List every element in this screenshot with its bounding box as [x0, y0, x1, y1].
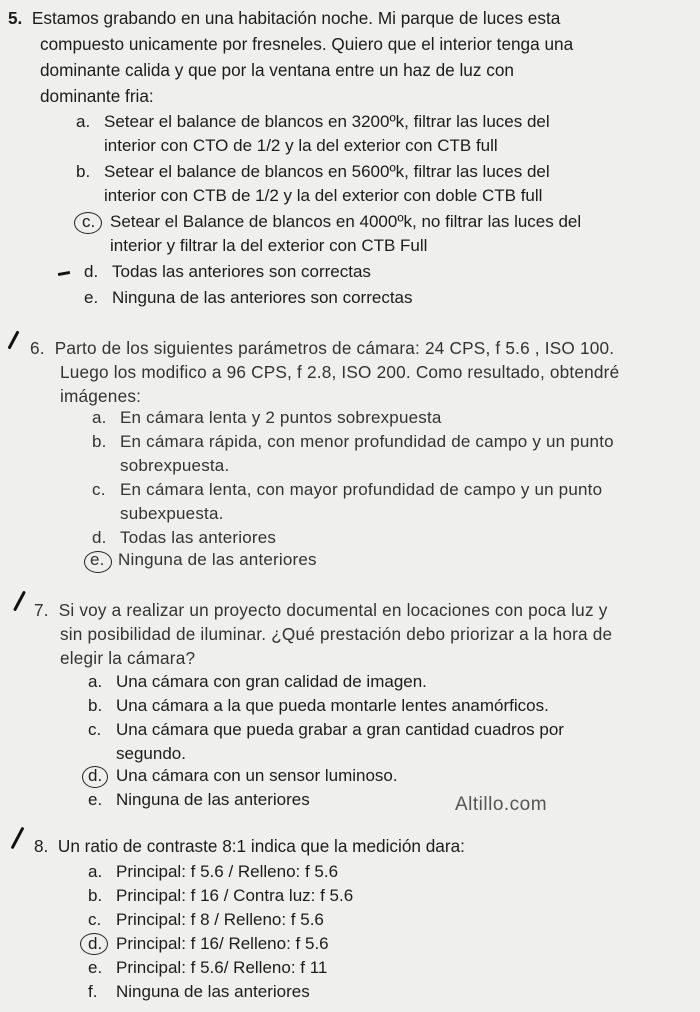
- option-b: b. En cámara rápida, con menor profundidad de campo y un punto: [92, 432, 614, 451]
- question-stem-line: sin posibilidad de iluminar. ¿Qué prestación debo priorizar a la hora de: [60, 624, 613, 644]
- pen-dash-mark: [58, 271, 70, 276]
- option-e: e. Ninguna de las anteriores: [88, 790, 310, 809]
- option-b: b. Una cámara a la que pueda montarle lentes anamórficos.: [88, 696, 549, 715]
- option-c: c. Principal: f 8 / Relleno: f 5.6: [88, 910, 324, 929]
- question-stem-line: imágenes:: [60, 386, 142, 406]
- question-stem-text: Un ratio de contraste 8:1 indica que la medición dara:: [57, 836, 465, 856]
- option-c: c. En cámara lenta, con mayor profundidad de campo y un punto: [92, 480, 603, 499]
- pen-tick-mark: [7, 330, 19, 349]
- option-b: b. Principal: f 16 / Contra luz: f 5.6: [88, 886, 354, 905]
- option-e: e. Principal: f 5.6/ Relleno: f 11: [88, 958, 328, 977]
- pen-tick-mark: [13, 591, 26, 612]
- option-e: e. Ninguna de las anteriores: [90, 550, 317, 569]
- question-number: 7.: [34, 600, 49, 620]
- option-b-continued: sobrexpuesta.: [120, 456, 230, 475]
- question-stem-line: dominante fria:: [40, 86, 154, 106]
- option-d: d. Todas las anteriores: [92, 528, 277, 547]
- question-stem-text: Parto de los siguientes parámetros de cámara: 24 CPS, f 5.6 , ISO 100.: [54, 338, 615, 358]
- question-stem-line: [34, 834, 465, 858]
- question-stem-text: Si voy a realizar un proyecto documental en locaciones con poca luz y: [58, 600, 608, 620]
- question-number: 8.: [34, 836, 49, 856]
- option-c: c. Una cámara que pueda grabar a gran cantidad cuadros por: [88, 720, 564, 739]
- option-a-continued: interior con CTO de 1/2 y la del exterior con CTB full: [104, 136, 498, 155]
- option-d: d. Todas las anteriores son correctas: [84, 262, 371, 281]
- question-number: 6.: [30, 338, 45, 358]
- option-a: a. En cámara lenta y 2 puntos sobrexpuesta: [92, 408, 442, 427]
- question-stem-text: Estamos grabando en una habitación noche. Mi parque de luces esta: [31, 8, 561, 28]
- option-b: b. Setear el balance de blancos en 5600ºk, filtrar las luces del: [76, 162, 550, 181]
- option-e: e. Ninguna de las anteriores son correctas: [84, 288, 413, 307]
- question-stem-line: Luego los modifico a 96 CPS, f 2.8, ISO 200. Como resultado, obtendré: [60, 362, 620, 382]
- option-c-continued: segundo.: [116, 744, 186, 763]
- question-stem-line: [30, 336, 614, 360]
- option-d: d. Una cámara con un sensor luminoso.: [88, 766, 398, 785]
- question-stem-line: compuesto unicamente por fresneles. Quiero que el interior tenga una: [40, 34, 574, 54]
- watermark: Altillo.com: [455, 794, 548, 815]
- option-d: d. Principal: f 16/ Relleno: f 5.6: [88, 934, 329, 953]
- option-c: c. Setear el Balance de blancos en 4000ºk, no filtrar las luces del: [82, 212, 582, 231]
- question-stem-line: [34, 598, 608, 622]
- option-c-continued: subexpuesta.: [120, 504, 224, 523]
- option-c-continued: interior y filtrar la del exterior con CTB Full: [110, 236, 428, 255]
- option-b-continued: interior con CTB de 1/2 y la del exterior con doble CTB full: [104, 186, 543, 205]
- question-stem-line: dominante calida y que por la ventana entre un haz de luz con: [40, 60, 514, 80]
- option-a: a. Setear el balance de blancos en 3200ºk, filtrar las luces del: [76, 112, 550, 131]
- question-stem-line: [8, 6, 694, 30]
- pen-tick-mark: [11, 827, 25, 850]
- option-a: a. Principal: f 5.6 / Relleno: f 5.6: [88, 862, 339, 881]
- option-f: f. Ninguna de las anteriores: [88, 982, 310, 1001]
- option-a: a. Una cámara con gran calidad de imagen.: [88, 672, 427, 691]
- question-stem-line: elegir la cámara?: [60, 648, 196, 668]
- question-number: 5.: [8, 8, 23, 28]
